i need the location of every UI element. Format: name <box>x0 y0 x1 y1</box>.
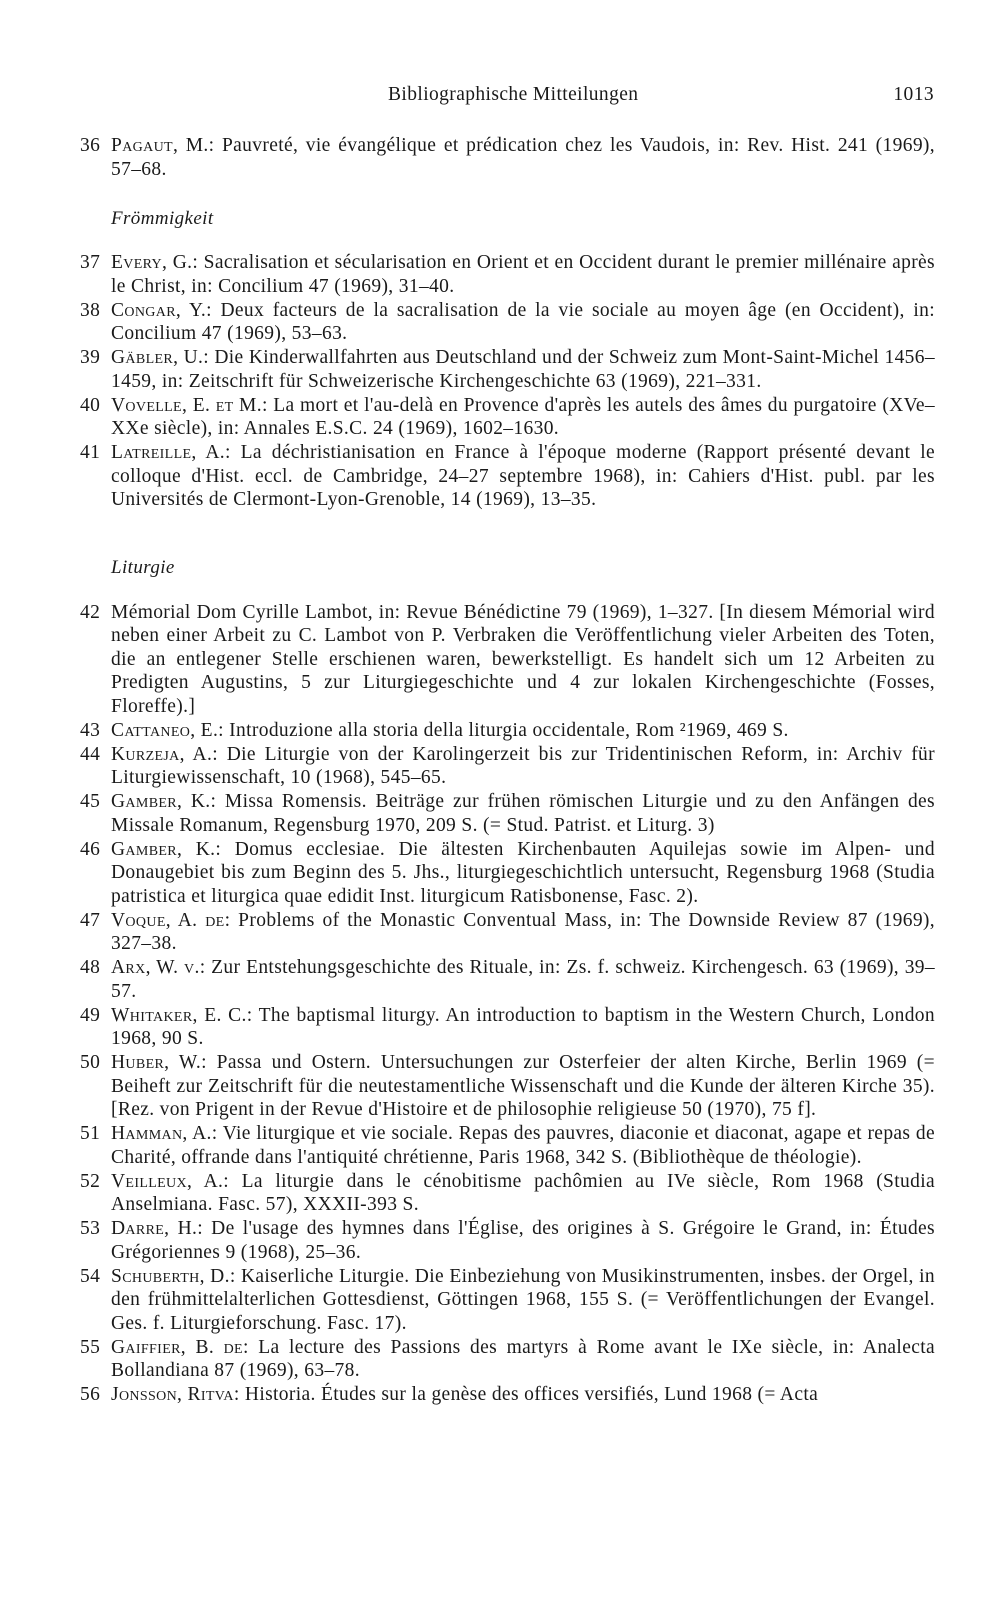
entry-number: 44 <box>80 743 101 765</box>
section-heading-froemmigkeit: Frömmigkeit <box>111 208 214 229</box>
entry-text: : Domus ecclesiae. Die ältesten Kirchenbauten Aquilejas sowie im Alpen- und Donaugebiet bis zum Beginn des 5. Jhs., liturgiegeschichtlich untersucht, Regensburg 1968 (Studia patristica et liturgica quae edidit Inst. liturgicum Ratisbonense, Fasc. 2). <box>111 838 935 907</box>
entry-number: 36 <box>80 135 101 156</box>
entry-text: Mémorial Dom Cyrille Lambot, in: Revue Bénédictine 79 (1969), 1–327. [In diesem Mémorial wird neben einer Arbeit zu C. Lambot von P. Verbraken die Veröffentlichung vieler Arbeiten des Toten, die an entlegener Stelle erschienen waren, bewerkstelligt. Es handelt sich um 12 Arbeiten zu Predigten Augustins, 5 zur Liturgiegeschichte und 4 zur lokalen Kirchengeschichte (Fosses, Floreffe).] <box>111 601 935 717</box>
entry-number: 45 <box>80 791 101 812</box>
entry-number: 54 <box>80 1265 101 1287</box>
entry-text: : La liturgie dans le cénobitisme pachômien au IVe siècle, Rom 1968 (Studia Anselmiana. Fasc. 57), XXXII-393 S. <box>111 1170 935 1215</box>
entry-author: Jonsson, Ritva <box>111 1384 234 1405</box>
entry-number: 41 <box>80 442 101 463</box>
entry-author: Vovelle, E. et M. <box>111 394 262 416</box>
entry-number: 42 <box>80 601 101 623</box>
bibliography-list <box>80 134 935 1407</box>
entry-author: Congar, Y. <box>111 299 207 321</box>
bibliography-entry <box>80 790 935 837</box>
page-number: 1013 <box>893 84 934 105</box>
entry-author: Gamber, K. <box>111 791 211 812</box>
entry-number: 39 <box>80 347 101 368</box>
entry-author: Veilleux, A. <box>111 1170 224 1192</box>
entry-author: Whitaker, E. C. <box>111 1004 247 1026</box>
entry-author: Latreille, A. <box>111 442 226 463</box>
entry-number: 50 <box>80 1052 101 1073</box>
entry-text: : Zur Entstehungsgeschichte des Rituale, in: Zs. f. schweiz. Kirchengesch. 63 (1969), 39–57. <box>111 957 936 1002</box>
entry-author: Gaiffier, B. de <box>111 1336 243 1358</box>
entry-author: Voque, A. de <box>111 909 225 931</box>
entry-text: : Vie liturgique et vie sociale. Repas des pauvres, diaconie et diaconat, agape et repas de Charité, offrande dans l'antiquité chrétienne, Paris 1968, 342 S. (Bibliothèque de théologie). <box>111 1123 935 1168</box>
entry-text: : Deux facteurs de la sacralisation de la vie sociale au moyen âge (en Occident), in: Concilium 47 (1969), 53–63. <box>111 299 935 344</box>
entry-number: 56 <box>80 1384 101 1405</box>
bibliography-entry <box>80 1217 935 1264</box>
entry-author: Arx, W. v. <box>111 957 200 978</box>
entry-number: 49 <box>80 1004 101 1026</box>
entry-text: : The baptismal liturgy. An introduction to baptism in the Western Church, London 1968, 90 S. <box>111 1004 936 1049</box>
entry-number: 52 <box>80 1170 101 1192</box>
bibliography-entry <box>80 1004 935 1051</box>
bibliography-entry <box>80 251 935 298</box>
entry-author: Gamber, K. <box>111 838 216 860</box>
bibliography-entry <box>80 134 935 181</box>
entry-text: : Pauvreté, vie évangélique et prédication chez les Vaudois, in: Rev. Hist. 241 (1969), 57–68. <box>111 135 935 180</box>
bibliography-entry <box>80 1122 935 1169</box>
entry-text: : Die Liturgie von der Karolingerzeit bis zur Tridentinischen Reform, in: Archiv für Liturgiewissenschaft, 10 (1968), 545–65. <box>111 743 935 788</box>
entry-author: Schuberth, D. <box>111 1265 230 1287</box>
entry-author: Cattaneo, E. <box>111 719 219 741</box>
entry-number: 47 <box>80 909 101 931</box>
bibliography-entry <box>80 394 935 441</box>
entry-number: 38 <box>80 299 101 321</box>
entry-number: 55 <box>80 1336 101 1358</box>
bibliography-entry <box>80 1265 935 1336</box>
entry-text: : La déchristianisation en France à l'époque moderne (Rapport présenté devant le colloque d'Hist. eccl. de Cambridge, 24–27 septembre 1968), in: Cahiers d'Hist. publ. par les Universités de Clermont-Lyon-Grenoble, 14 (1969), 13–35. <box>111 442 935 510</box>
bibliography-entry <box>80 299 935 346</box>
entry-number: 37 <box>80 252 101 273</box>
bibliography-entry <box>80 956 935 1003</box>
entry-number: 53 <box>80 1218 101 1239</box>
entry-text: : Passa und Ostern. Untersuchungen zur Osterfeier der alten Kirche, Berlin 1969 (= Beiheft zur Zeitschrift für die neutestamentliche Wissenschaft und die Kunde der älteren Kirche 35). [Rez. von Prigent in der Revue d'Histoire et de philosophie religieuse 50 (1970), 75 f]. <box>111 1052 935 1120</box>
bibliography-entry <box>80 909 935 956</box>
bibliography-entry <box>80 1383 935 1407</box>
section-heading-liturgie: Liturgie <box>111 556 175 578</box>
bibliography-entry <box>80 346 935 393</box>
entry-text: : Historia. Études sur la genèse des offices versifiés, Lund 1968 (= Acta <box>233 1384 819 1405</box>
entry-text: : Missa Romensis. Beiträge zur frühen römischen Liturgie und zu den Anfängen des Missale Romanum, Regensburg 1970, 209 S. (= Stud. Patrist. et Liturg. 3) <box>111 791 935 836</box>
entry-text: : Introduzione alla storia della liturgia occidentale, Rom ²1969, 469 S. <box>218 719 789 741</box>
entry-text: : Sacralisation et sécularisation en Orient et en Occident durant le premier millénaire après le Christ, in: Concilium 47 (1969), 31–40. <box>111 252 935 297</box>
entry-author: Every, G. <box>111 252 193 273</box>
entry-author: Huber, W. <box>111 1052 202 1073</box>
bibliography-entry <box>80 1051 935 1122</box>
bibliography-entry <box>80 838 935 909</box>
entry-text: : Kaiserliche Liturgie. Die Einbeziehung von Musikinstrumenten, insbes. der Orgel, in den frühmittelalterlichen Gottesdienst, Göttingen 1968, 155 S. (= Veröffentlichungen der Evangel. Ges. f. Liturgieforschung. Fasc. 17). <box>111 1265 935 1334</box>
entry-text: : De l'usage des hymnes dans l'Église, des origines à S. Grégoire le Grand, in: Études Grégoriennes 9 (1968), 25–36. <box>111 1218 935 1263</box>
entry-author: Kurzeja, A. <box>111 743 213 765</box>
running-head <box>0 84 1000 114</box>
entry-number: 40 <box>80 394 101 416</box>
entry-number: 51 <box>80 1123 101 1144</box>
bibliography-entry <box>80 1336 935 1383</box>
bibliography-entry <box>80 743 935 790</box>
entry-text: : La lecture des Passions des martyrs à Rome avant le IXe siècle, in: Analecta Bollandiana 87 (1969), 63–78. <box>111 1336 935 1381</box>
entry-number: 46 <box>80 838 101 860</box>
bibliography-entry <box>80 441 935 512</box>
running-head-title: Bibliographische Mitteilungen <box>388 84 639 105</box>
entry-author: Darre, H. <box>111 1218 198 1239</box>
entry-number: 43 <box>80 719 101 741</box>
entry-author: Gäbler, U. <box>111 347 204 368</box>
entry-text: : La mort et l'au-delà en Provence d'après les autels des âmes du purgatoire (XVe–XXe siècle), in: Annales E.S.C. 24 (1969), 1602–1630. <box>111 394 935 439</box>
entry-author: Pagaut, M. <box>111 135 209 156</box>
bibliography-entry <box>80 1170 935 1217</box>
bibliography-entry <box>80 601 935 719</box>
entry-text: : Problems of the Monastic Conventual Mass, in: The Downside Review 87 (1969), 327–38. <box>111 909 935 954</box>
entry-author: Hamman, A. <box>111 1123 212 1144</box>
entry-number: 48 <box>80 957 101 978</box>
entry-text: : Die Kinderwallfahrten aus Deutschland und der Schweiz zum Mont-Saint-Michel 1456–1459, in: Zeitschrift für Schweizerische Kirchengeschichte 63 (1969), 221–331. <box>111 347 935 392</box>
bibliography-entry <box>80 719 935 743</box>
